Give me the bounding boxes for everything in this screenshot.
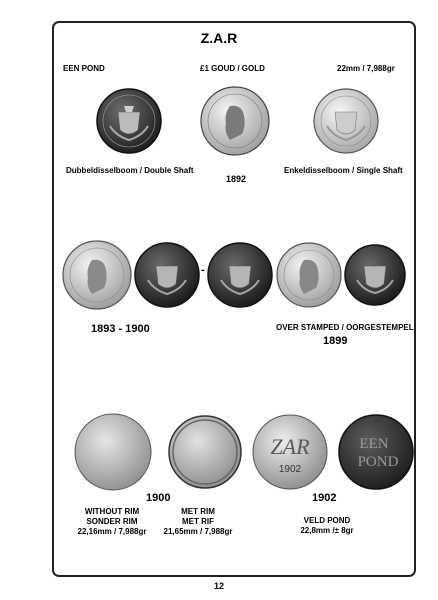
coin-1892-single-shaft-reverse (313, 88, 379, 154)
with-rim-line1: MET RIM (181, 507, 215, 516)
page-title: Z.A.R (200, 30, 238, 46)
coin-1892-obverse (200, 86, 270, 156)
spec-label: 22mm / 7,988gr (337, 64, 395, 73)
coin-1900-blank-without-rim (74, 413, 152, 491)
year-1902: 1902 (312, 492, 337, 504)
veld-pond-line1: VELD POND (303, 516, 351, 525)
year-1899: 1899 (323, 335, 348, 347)
caption-double-shaft: Dubbeldisselboom / Double Shaft (66, 166, 194, 175)
years-1893-1900: 1893 - 1900 (91, 323, 150, 335)
caption-veld-pond (282, 516, 372, 536)
veld-een-text: EEN (359, 436, 389, 452)
without-rim-line2: SONDER RIM (86, 517, 138, 526)
dash-separator: - (201, 264, 205, 276)
veld-pond-line2: 22,8mm /± 8gr (300, 526, 354, 535)
caption-overstamped: OVER STAMPED / OORGESTEMPEL (276, 323, 414, 332)
with-rim-line3: 21,65mm / 7,988gr (163, 527, 233, 536)
coin-1899-overstamp-obverse (276, 242, 342, 308)
without-rim-line3: 22,16mm / 7,988gr (77, 527, 147, 536)
coin-1893-obverse (62, 240, 132, 310)
without-rim-line1: WITHOUT RIM (84, 507, 140, 516)
coin-1902-veld-pond-reverse (338, 414, 414, 490)
veld-zar-text: ZAR (270, 434, 310, 459)
caption-without-rim (66, 507, 158, 537)
denomination-label: EEN POND (63, 64, 105, 73)
year-1892: 1892 (226, 174, 247, 184)
coin-1893-reverse-a (134, 242, 200, 308)
coin-1902-veld-pond-obverse (252, 414, 328, 490)
coin-1900-blank-with-rim (168, 415, 242, 489)
coin-1899-overstamp-reverse (344, 244, 406, 306)
veld-year-text: 1902 (278, 464, 302, 475)
coin-1892-double-shaft-reverse (96, 88, 162, 154)
coin-1900-reverse-b (207, 242, 273, 308)
year-1900: 1900 (146, 492, 171, 504)
with-rim-line2: MET RIF (182, 517, 214, 526)
caption-single-shaft: Enkeldisselboom / Single Shaft (284, 166, 403, 175)
caption-with-rim (150, 507, 246, 537)
page-number: 12 (213, 581, 224, 591)
metal-label: £1 GOUD / GOLD (200, 64, 265, 73)
veld-pond-text: POND (357, 454, 399, 470)
